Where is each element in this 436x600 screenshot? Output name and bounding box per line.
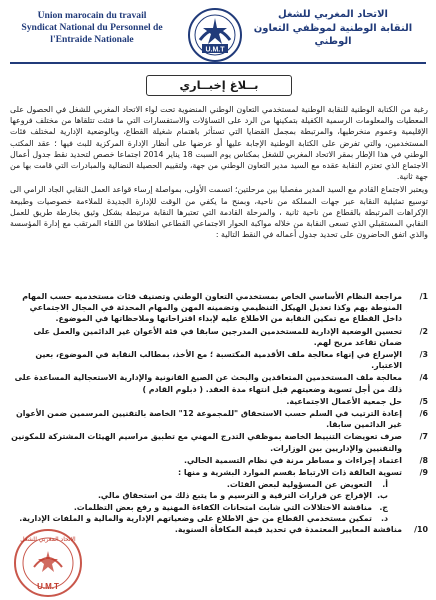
- demand-text: معالجة ملف المستخدمين المتعاقدين والبحث عن الصيغ القانونية والإدارية الاستعجالية المساعدة على ذلك من أجل تسوية وضعيتهم قبل انتهاء مدة العقد. ( دبلوم القادم ): [14, 373, 402, 394]
- organization-name-ar: الوطني: [314, 36, 352, 47]
- demand-number: 9/: [419, 468, 428, 478]
- subitem: ب.الإفراج عن قرارات الترقية و الترسيم و ما يتبع ذلك من استحقاق مالي.: [97, 491, 388, 501]
- syndicate-name-ar: النقابة الوطنية لموظفي التعاون: [253, 22, 413, 34]
- demand-number: 7/: [419, 432, 428, 442]
- demand-item: [10, 349, 428, 371]
- letterhead: [0, 6, 436, 68]
- demand-item: [10, 467, 428, 478]
- demands-list: [10, 291, 428, 536]
- demand-text: صرف تعويضات التنبيط الخاصة بموظفي التدرج المهني مع تطبيق مراسيم الهيئات المشتركة للمكونين والتقنيين والإداريين بين الوزارات.: [11, 432, 402, 453]
- letterhead-arabic: [238, 8, 428, 49]
- syndicate-name-fr: Syndicat National du Personnel de: [21, 21, 163, 33]
- demand-text: مراجعة النظام الأساسي الخاص بمستخدمي التعاون الوطني وتصنيف فئات مستخدميه حسب المهام المنوطة بهم وكذا تعديل الهيكل التنظيمي وتضمينه المهن والمهام المحدثة في المجال الاجتماعي داخل القطاع مع تمكين النقابة من الاطلاع عليه لإبداء اقتراحاتها وملاحظاتها في الموضوع.: [22, 292, 402, 324]
- document-body: [10, 104, 428, 242]
- demand-number: 10/: [414, 525, 428, 535]
- demand-item: [10, 396, 428, 407]
- subitem: أ.التعويض عن المسؤولية لبعض الفئات.: [226, 480, 388, 490]
- demand-text: الإسراع في إنهاء معالجة ملف الأقدمية المكتسبة ؛ مع الأخذ، بمطالب النقابة في الموضوع، بعين الاعتبار.: [35, 350, 402, 371]
- demand-item: [10, 455, 428, 466]
- demand-number: 4/: [419, 373, 428, 383]
- union-name-ar: الاتحاد المغربي للشغل: [278, 9, 388, 20]
- demand-text: حل جمعية الأعمال الاجتماعية.: [286, 396, 402, 406]
- demand-text: مناقشة المعايير المعتمدة في تحديد قيمة المكافأة السنوية.: [174, 525, 402, 535]
- subitem: د.تمكين مستخدمي القطاع من حق الاطلاع على وضعياتهم الإدارية والمالية و الملفات الإدارية.: [19, 513, 388, 523]
- demand-number: 5/: [419, 396, 428, 406]
- demand-item: [10, 326, 428, 348]
- umt-stamp-icon: [12, 527, 84, 599]
- demand-number: 3/: [419, 350, 428, 360]
- paragraph: رغبة من الكتابة الوطنية للنقابة الوطنية لمستخدمي التعاون الوطني المنضوية تحت لواء الاتحاد المغربي للشغل في الحصول على المعطيات والمعلومات الرسمية الكفيلة بتمكينها من الرد على التساؤلات والاستفسارات التي ما فتئت تتلقاها من مختلف فروعها الإقليمية وعموم منخرطيها، والمرتبطة بمجمل القضايا التي تستأثر باهتمام شغيلة القطاع، وبالوضعية الإدارية لمختلف فئات المستخدمين، والتي تفرض على الكتابة الوطنية الإجابة عليها أو عرضها على أنظار الإدارة المركزية للبث فيها ؛ عقد المكتب الوطني في هذا الإطار بمقر الاتحاد المغربي للشغل بمكناس يوم السبت 18 يناير 2014 اجتماعا خصص لتحديد نقط جدول أعمال الاجتماع الذي تعتزم النقابة عقده مع السيد مدير التعاون الوطني من جهة، ولتقييم الحصيلة النضالية والمبادرات التي قامت بها من جهة ثانية.: [10, 105, 428, 182]
- letterhead-french: [8, 10, 176, 46]
- demand-number: 2/: [419, 326, 428, 336]
- logo-text: U.M.T: [205, 46, 225, 54]
- demand-text: إعادة الترتيب في السلم حسب الاستحقاق "للمجموعة 12" الخاصة بالتقنيين المرسمين ضمن الأعوان غير الدائمين سابقا.: [15, 409, 402, 430]
- demand-number: 8/: [419, 455, 428, 465]
- demand-item: [10, 291, 428, 325]
- header-divider: [10, 62, 426, 64]
- document-title: بــلاغ إخبــاري: [146, 75, 292, 96]
- subitem: ج.مناقشة الاختلالات التي شابت امتحانات الكفاءة المهنية و رفع بعض التظلمات.: [73, 502, 388, 512]
- paragraph: ويعتبر الاجتماع القادم مع السيد المدير مفصليا بين مرحلتين؛ اتسمت الأولى، بمواصلة إرساء قواعد العمل النقابي الجاد الرامي الى توسيع تمثيلية النقابة عبر جهات المملكة من ناحية، وبمنح ما يكفي من الوقت للإدارة الجديدة للملاءمة خصوصيات وطبيعة الإكراهات المرتبطة بالقطاع من ناحية ثانية ، والمرحلة القادمة التي تعتبرها النقابة مرتبطة بشكل وثيق بخارطة طريق للعمل النقابي المستقبلي الذي تسعى النقابة من خلاله مواكبة الحوار الاجتماعي القطاعي انطلاقا من اللقاء المرتقب مع إدارة المؤسسة والذي اتفق الحاضرون على تحديد جدول أعماله في النقط التالية :: [10, 185, 428, 240]
- demand-text: اعتماد إجراءات و مساطر مرنة في نظام التسمية الحالي.: [184, 455, 402, 465]
- demand-item: [10, 372, 428, 394]
- demand-text: تحسين الوضعية الإدارية للمستخدمين المدرجين سابقا في فئة الأعوان غير الدائمين والعمل على ضمان تقاعد مريح لهم.: [33, 326, 402, 347]
- demand-text: تسوية العالقة ذات الارتباط بقسم الموارد البشرية و منها :: [177, 468, 402, 478]
- demand-item: [10, 408, 428, 430]
- stamp-umt-text: U.M.T: [37, 582, 59, 591]
- umt-logo-icon: [186, 6, 244, 64]
- demand-number: 1/: [419, 292, 428, 301]
- organization-name-fr: l'Entraide Nationale: [50, 33, 134, 45]
- demand-number: 6/: [419, 409, 428, 419]
- demand-item: [10, 431, 428, 453]
- stamp-arabic-text: الاتحاد المغربي للشغل: [20, 536, 76, 543]
- union-name-fr: Union marocain du travail: [37, 10, 147, 21]
